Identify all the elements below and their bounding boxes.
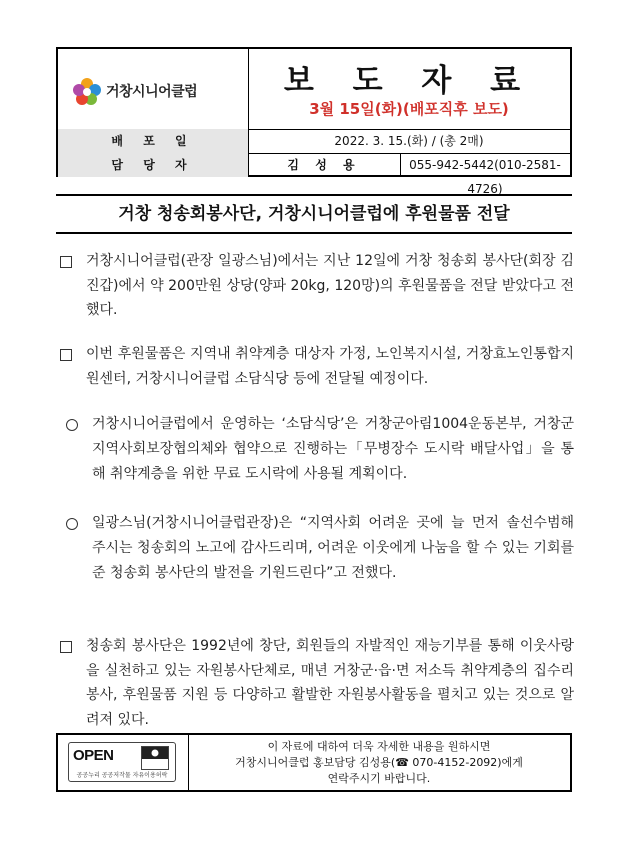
paragraph-text: 거창시니어클럽(관장 일광스님)에서는 지난 12일에 거창 청송회 봉사단(회장 김진갑)에서 약 200만원 상당(양파 20kg, 120망)의 후원물품을 전달 받았다고 전했다. (86, 253, 574, 318)
date-label: 배 포 일 (58, 129, 249, 153)
footer-line: 연락주시기 바랍니다. (327, 772, 431, 785)
license-subtext: 공공누리 공공저작물 자유이용허락 (76, 772, 168, 779)
flower-logo-icon (72, 77, 102, 105)
contact-name: 김 성 용 (248, 153, 401, 177)
contact-phone: 055-942-5442(010-2581-4726) (409, 158, 561, 196)
organization-logo (72, 77, 197, 105)
logo-cell (58, 49, 249, 129)
license-badge-cell (58, 735, 189, 790)
contact-label: 담 당 자 (58, 153, 249, 177)
press-header-table (56, 47, 572, 196)
square-bullet-icon (60, 641, 72, 653)
license-condition-icon (141, 746, 169, 770)
date-value: 2022. 3. 15.(화) / (총 2매) (334, 134, 484, 148)
footer-text (188, 739, 570, 787)
open-license-badge (68, 742, 176, 782)
circle-bullet-icon (66, 518, 78, 530)
paragraph-text: 일광스님(거창시니어클럽관장)은 “지역사회 어려운 곳에 늘 먼저 솔선수범해 주시는 청송회의 노고에 감사드리며, 어려운 이웃에게 나눔을 할 수 있는 기회를 준 청송회 봉사단의 발전을 기원드린다”고 전했다. (92, 515, 574, 581)
release-note: 3월 15일(화)(배포직후 보도) (309, 100, 509, 118)
headline: 거창 청송회봉사단, 거창시니어클럽에 후원물품 전달 (56, 194, 572, 234)
paragraph-text: 이번 후원물품은 지역내 취약계층 대상자 가정, 노인복지시설, 거창효노인통합지원센터, 거창시니어클럽 소담식당 등에 전달될 예정이다. (86, 346, 574, 387)
page-title: 보 도 자 료 (283, 63, 535, 99)
logo-text: 거창시니어클럽 (106, 84, 198, 100)
header-top-row (58, 49, 570, 130)
footer-line: 거창시니어클럽 홍보담당 김성용(☎ 070-4152-2092)에게 (235, 756, 523, 769)
square-bullet-icon (60, 349, 72, 361)
paragraph-text: 청송회 봉사단은 1992년에 창단, 회원들의 자발적인 재능기부를 통해 이웃사랑을 실천하고 있는 자원봉사단체로, 매년 거창군·읍·면 저소득 취약계층의 집수리봉사, 후원물품 지원 등 다양하고 활발한 자원봉사활동을 펼치고 있는 것으로 알려져 있다. (86, 638, 574, 728)
date-row (58, 129, 570, 154)
square-bullet-icon (60, 256, 72, 268)
contact-row (58, 153, 570, 196)
footer-line: 이 자료에 대하여 더욱 자세한 내용을 원하시면 (267, 740, 491, 753)
circle-bullet-icon (66, 419, 78, 431)
contact-footer (56, 733, 572, 792)
open-label: OPEN (73, 747, 114, 764)
paragraph-text: 거창시니어클럽에서 운영하는 ‘소담식당’은 거창군아림1004운동본부, 거창군지역사회보장협의체와 협약으로 진행하는「무병장수 도시락 배달사업」을 통해 취약계층을 위한 무료 도시락에 사용될 계획이다. (92, 416, 574, 482)
title-cell (248, 49, 570, 129)
